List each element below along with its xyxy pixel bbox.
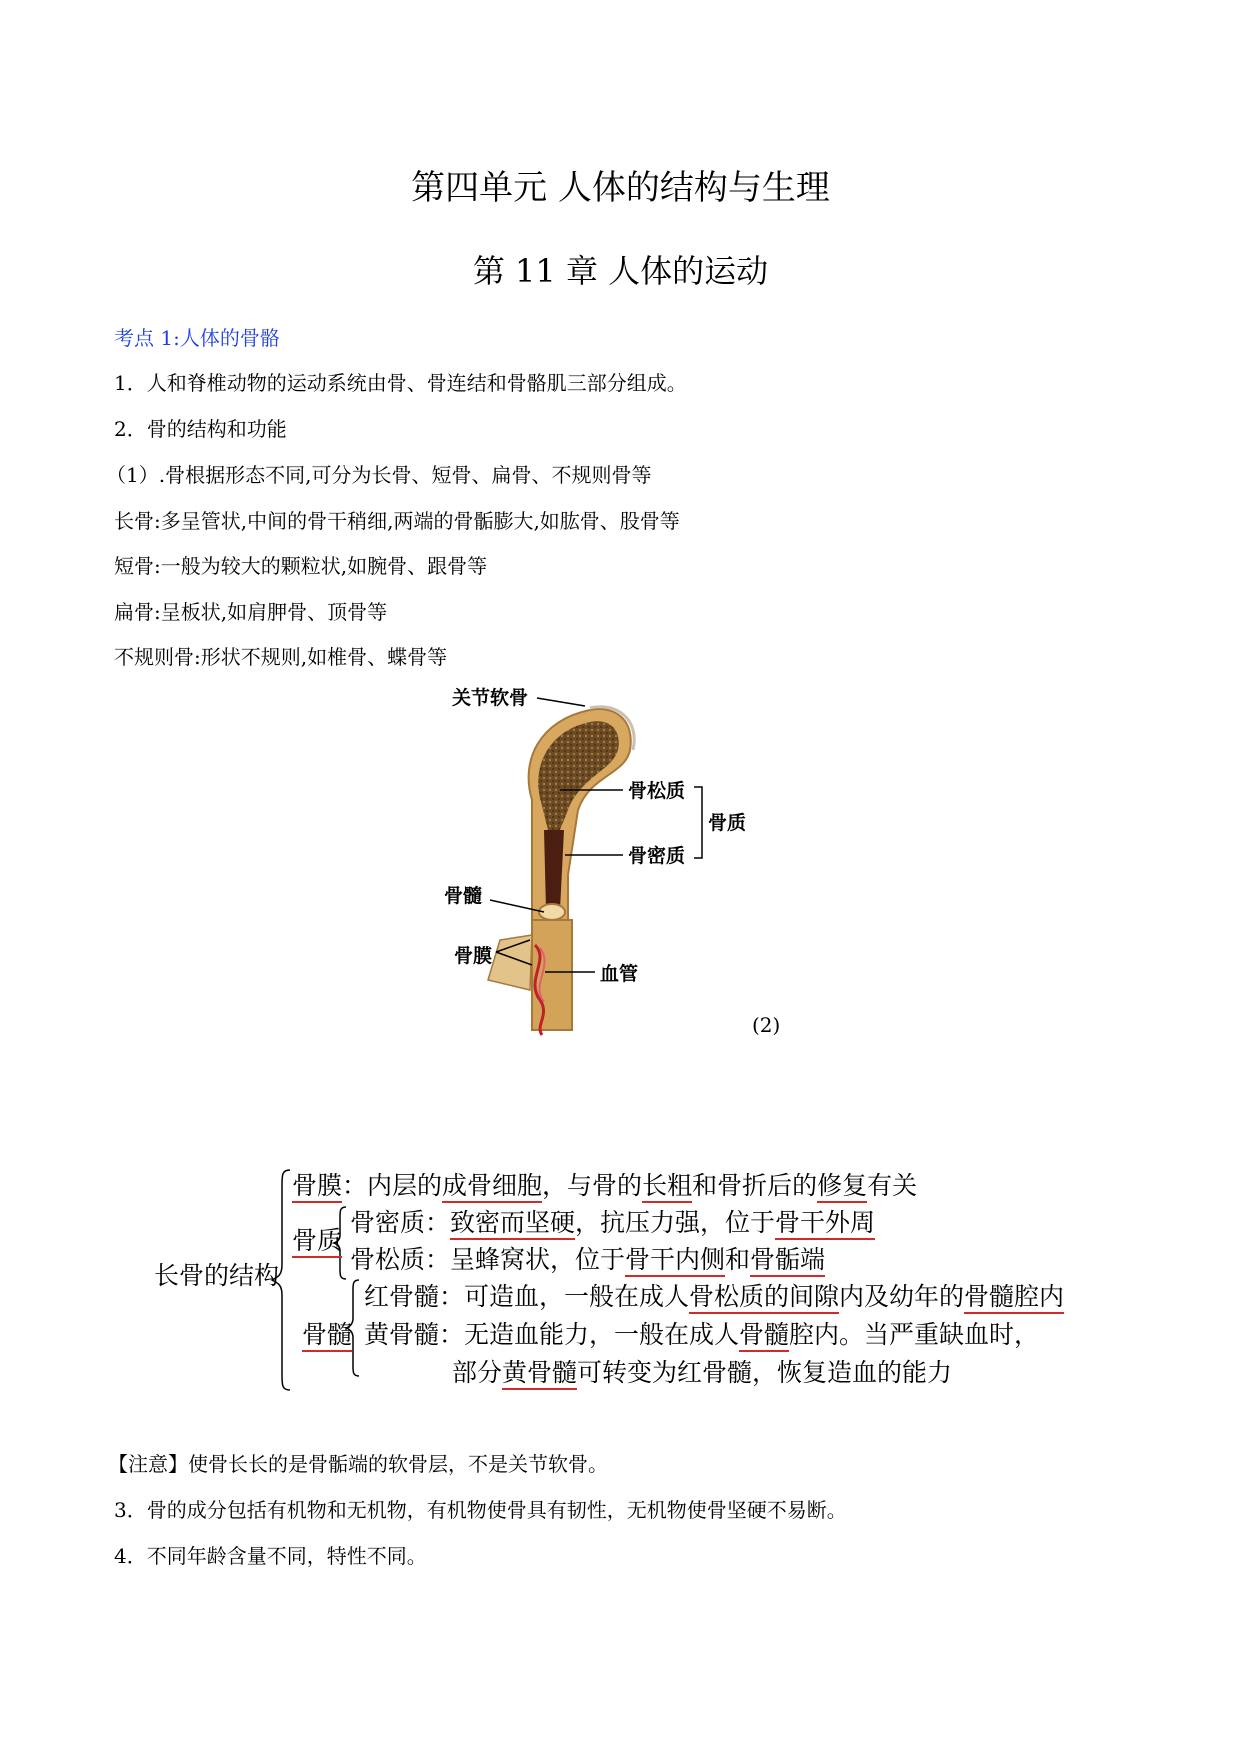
text: 红骨髓：可造血，一般在成人 — [364, 1282, 690, 1311]
term-periosteum: 骨膜 — [292, 1171, 342, 1203]
text: 内及幼年的 — [839, 1282, 965, 1311]
term-bone-substance — [292, 1221, 342, 1257]
chapter-title: 第 11 章 人体的运动 — [472, 252, 769, 290]
paragraph-irregular-bone: 不规则骨:形状不规则,如椎骨、蝶骨等 — [114, 645, 448, 669]
unit-title: 第四单元 人体的结构与生理 — [411, 168, 830, 208]
term-dense-hard: 致密而坚硬 — [450, 1208, 575, 1240]
paragraph-1: 1．人和脊椎动物的运动系统由骨、骨连结和骨骼肌三部分组成。 — [114, 371, 687, 395]
section-heading: 考点 1:人体的骨骼 — [114, 326, 280, 350]
figure-caption: (2) — [752, 1013, 781, 1037]
text: 骨密质： — [350, 1208, 451, 1237]
paragraph-short-bone: 短骨:一般为较大的颗粒状,如腕骨、跟骨等 — [114, 554, 488, 578]
note-attention: 【注意】使骨长长的是骨骺端的软骨层，不是关节软骨。 — [108, 1452, 608, 1476]
structure-root: 长骨的结构 — [154, 1261, 280, 1290]
label-vessel: 血管 — [600, 963, 639, 985]
lower-shaft-shape — [532, 920, 572, 1030]
row-red-marrow — [364, 1277, 1064, 1313]
term-marrow — [302, 1315, 352, 1351]
row-spongy — [350, 1240, 825, 1276]
row-yellow-marrow — [364, 1315, 1039, 1351]
text: 和骨折后的 — [692, 1171, 818, 1200]
leader-cartilage — [537, 698, 585, 706]
label-periosteum: 骨膜 — [454, 945, 493, 967]
text: ，与骨的 — [542, 1171, 643, 1200]
text: 有关 — [867, 1171, 918, 1200]
term-repair: 修复 — [817, 1171, 867, 1203]
long-bone-figure — [440, 680, 800, 1050]
text: ：内层的 — [342, 1171, 443, 1200]
term-epiphysis: 骨骺端 — [750, 1245, 825, 1277]
paragraph-flat-bone: 扁骨:呈板状,如肩胛骨、顶骨等 — [114, 600, 388, 624]
text: 腔内。当严重缺血时， — [789, 1320, 1040, 1349]
paragraph-4-age: 4．不同年龄含量不同，特性不同。 — [114, 1544, 427, 1568]
label-cartilage: 关节软骨 — [452, 687, 529, 709]
text: 和 — [725, 1245, 751, 1274]
label-compact: 骨密质 — [628, 845, 686, 867]
term-osteoblast: 成骨细胞 — [442, 1171, 542, 1203]
text: 部分 — [452, 1358, 503, 1387]
bone-substance-label: 骨质 — [292, 1226, 342, 1258]
term-outer-shaft: 骨干外周 — [775, 1208, 875, 1240]
marrow-label: 骨髓 — [302, 1320, 352, 1352]
label-substance: 骨质 — [708, 812, 747, 834]
paragraph-long-bone: 长骨:多呈管状,中间的骨干稍细,两端的骨骺膨大,如肱骨、股骨等 — [114, 509, 680, 533]
term-yellow-marrow: 黄骨髓 — [502, 1358, 577, 1390]
row-yellow-marrow-2 — [452, 1353, 952, 1389]
row-periosteum — [292, 1166, 917, 1202]
bracket-substance — [694, 787, 702, 858]
paragraph-2: 2．骨的结构和功能 — [114, 417, 287, 441]
text: ，抗压力强，位于 — [575, 1208, 776, 1237]
label-marrow: 骨髓 — [444, 885, 483, 907]
text: 骨松质：呈蜂窝状，位于 — [350, 1245, 626, 1274]
term-marrow-cavity-2: 骨髓 — [739, 1320, 789, 1352]
paragraph-3: （1）.骨根据形态不同,可分为长骨、短骨、扁骨、不规则骨等 — [106, 463, 652, 487]
term-spongy-gaps: 骨松质的间隙 — [689, 1282, 839, 1314]
paragraph-3-composition: 3．骨的成分包括有机物和无机物，有机物使骨具有韧性，无机物使骨坚硬不易断。 — [114, 1498, 847, 1522]
term-grow-thick: 长粗 — [642, 1171, 692, 1203]
term-marrow-cavity: 骨髓腔内 — [964, 1282, 1064, 1314]
label-spongy: 骨松质 — [628, 780, 686, 802]
text: 黄骨髓：无造血能力，一般在成人 — [364, 1320, 740, 1349]
row-compact — [350, 1203, 875, 1239]
term-inner-shaft: 骨干内侧 — [625, 1245, 725, 1277]
text: 可转变为红骨髓，恢复造血的能力 — [577, 1358, 953, 1387]
